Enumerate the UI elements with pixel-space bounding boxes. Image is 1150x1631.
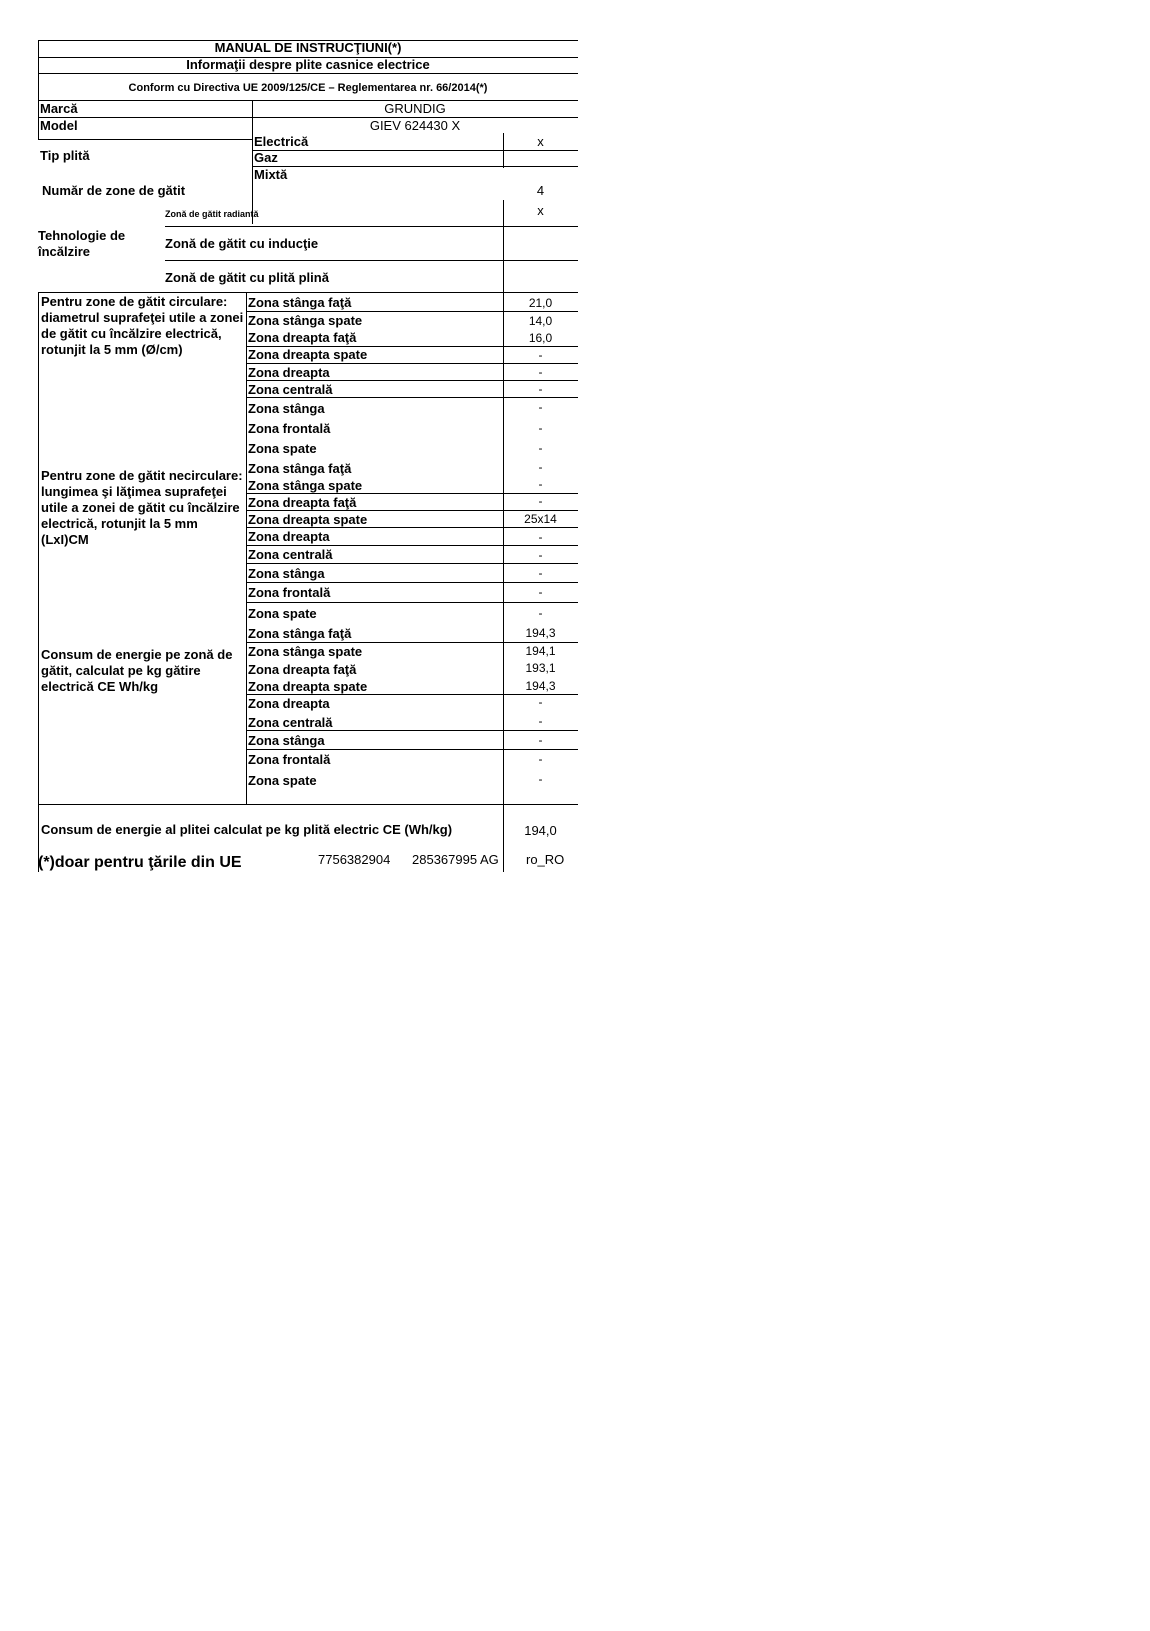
zone-value: - [538, 566, 543, 580]
zone-label: Zona dreapta spate [248, 512, 368, 527]
zone-label: Zona centrală [248, 382, 333, 397]
zone-label: Zona stânga faţă [248, 295, 352, 310]
zone-label: Zona stânga spate [248, 478, 363, 493]
heating-radiant-label: Zonă de gătit radiantă [165, 209, 259, 219]
zone-value: - [538, 606, 543, 620]
zone-label: Zona frontală [248, 421, 331, 436]
zone-value: - [538, 714, 543, 728]
zone-value: - [538, 585, 543, 599]
zone-value: - [538, 530, 543, 544]
zone-label: Zona dreapta [248, 365, 330, 380]
product-code: 285367995 AG [412, 852, 499, 867]
document-subtitle: Informaţii despre plite casnice electrice [186, 57, 430, 72]
zone-label: Zona dreapta spate [248, 347, 368, 362]
zone-value: - [538, 772, 543, 786]
directive-text: Conform cu Directiva UE 2009/125/CE – Reglementarea nr. 66/2014(*) [128, 82, 488, 94]
zone-label: Zona frontală [248, 585, 331, 600]
circular-zones-label: Pentru zone de gătit circulare: diametrul suprafeţei utile a zonei de gătit cu încălzire electrică, rotunjit la 5 mm (Ø/cm) [41, 294, 244, 357]
zone-label: Zona stânga spate [248, 644, 363, 659]
zone-value: 25x14 [524, 512, 557, 526]
eu-footnote: (*)doar pentru ţările din UE [38, 854, 242, 871]
zone-value: - [538, 695, 543, 709]
zone-label: Zona stânga faţă [248, 626, 352, 641]
zone-value: - [538, 548, 543, 562]
zone-value: - [538, 348, 543, 362]
zone-value: - [538, 382, 543, 396]
zone-value: - [538, 752, 543, 766]
zone-value: 16,0 [528, 331, 553, 345]
zone-label: Zona spate [248, 606, 317, 621]
zones-count-label: Număr de zone de gătit [42, 183, 186, 198]
zone-value: 21,0 [528, 296, 553, 310]
zone-label: Zona dreapta [248, 696, 330, 711]
zone-label: Zona dreapta [248, 529, 330, 544]
zone-label: Zona centrală [248, 547, 333, 562]
model-label: Model [40, 118, 78, 133]
zone-value: 194,3 [525, 626, 556, 640]
zone-label: Zona dreapta faţă [248, 495, 357, 510]
model-value: GIEV 624430 X [369, 118, 461, 133]
noncircular-zones-label: Pentru zone de gătit necirculare: lungimea şi lăţimea suprafeţei utile a zonei de gătit cu încălzire electrică, rotunjit la 5 mm (LxI)CM [41, 468, 243, 547]
brand-label: Marcă [40, 101, 78, 116]
heating-induction-label: Zonă de gătit cu inducţie [165, 236, 319, 251]
zone-value: 14,0 [528, 314, 553, 328]
total-consumption-label: Consum de energie al plitei calculat pe kg plită electric CE (Wh/kg) [41, 822, 453, 837]
zone-value: 194,1 [525, 644, 556, 658]
zone-value: - [538, 421, 543, 435]
zone-label: Zona stânga [248, 566, 325, 581]
zone-label: Zona stânga faţă [248, 461, 352, 476]
document-code: 7756382904 [318, 852, 391, 867]
zone-value: - [538, 400, 543, 414]
total-consumption-value: 194,0 [524, 823, 557, 838]
energy-label-document [38, 40, 578, 872]
hob-type-electric-value: x [537, 134, 544, 149]
hob-type-gas-label: Gaz [254, 150, 278, 165]
zone-value: - [538, 365, 543, 379]
zone-label: Zona stânga [248, 733, 325, 748]
zone-label: Zona spate [248, 441, 317, 456]
zone-label: Zona centrală [248, 715, 333, 730]
zone-label: Zona spate [248, 773, 317, 788]
zone-value: 194,3 [525, 679, 556, 693]
locale-code: ro_RO [526, 852, 565, 867]
hob-type-label: Tip plită [40, 148, 90, 163]
brand-value: GRUNDIG [384, 101, 446, 116]
zone-value: - [538, 460, 543, 474]
zone-label: Zona stânga spate [248, 313, 363, 328]
hob-type-electric-label: Electrică [254, 134, 309, 149]
zone-label: Zona dreapta faţă [248, 330, 357, 345]
zone-energy-consumption-label: Consum de energie pe zonă de gătit, calculat pe kg gătire electrică CE Wh/kg [41, 647, 233, 694]
hob-type-mixed-label: Mixtă [254, 167, 288, 182]
zone-value: - [538, 477, 543, 491]
heating-radiant-value: x [537, 203, 544, 218]
zone-value: - [538, 494, 543, 508]
heating-solid-plate-label: Zonă de gătit cu plită plină [165, 270, 329, 285]
zone-value: - [538, 733, 543, 747]
zone-label: Zona stânga [248, 401, 325, 416]
zones-count-value: 4 [536, 183, 545, 198]
zone-label: Zona dreapta faţă [248, 662, 357, 677]
document-title: MANUAL DE INSTRUCŢIUNI(*) [214, 40, 402, 55]
heating-technology-label: Tehnologie de încălzire [38, 228, 126, 259]
zone-label: Zona frontală [248, 752, 331, 767]
zone-value: - [538, 441, 543, 455]
zone-value: 193,1 [525, 661, 556, 675]
zone-label: Zona dreapta spate [248, 679, 368, 694]
